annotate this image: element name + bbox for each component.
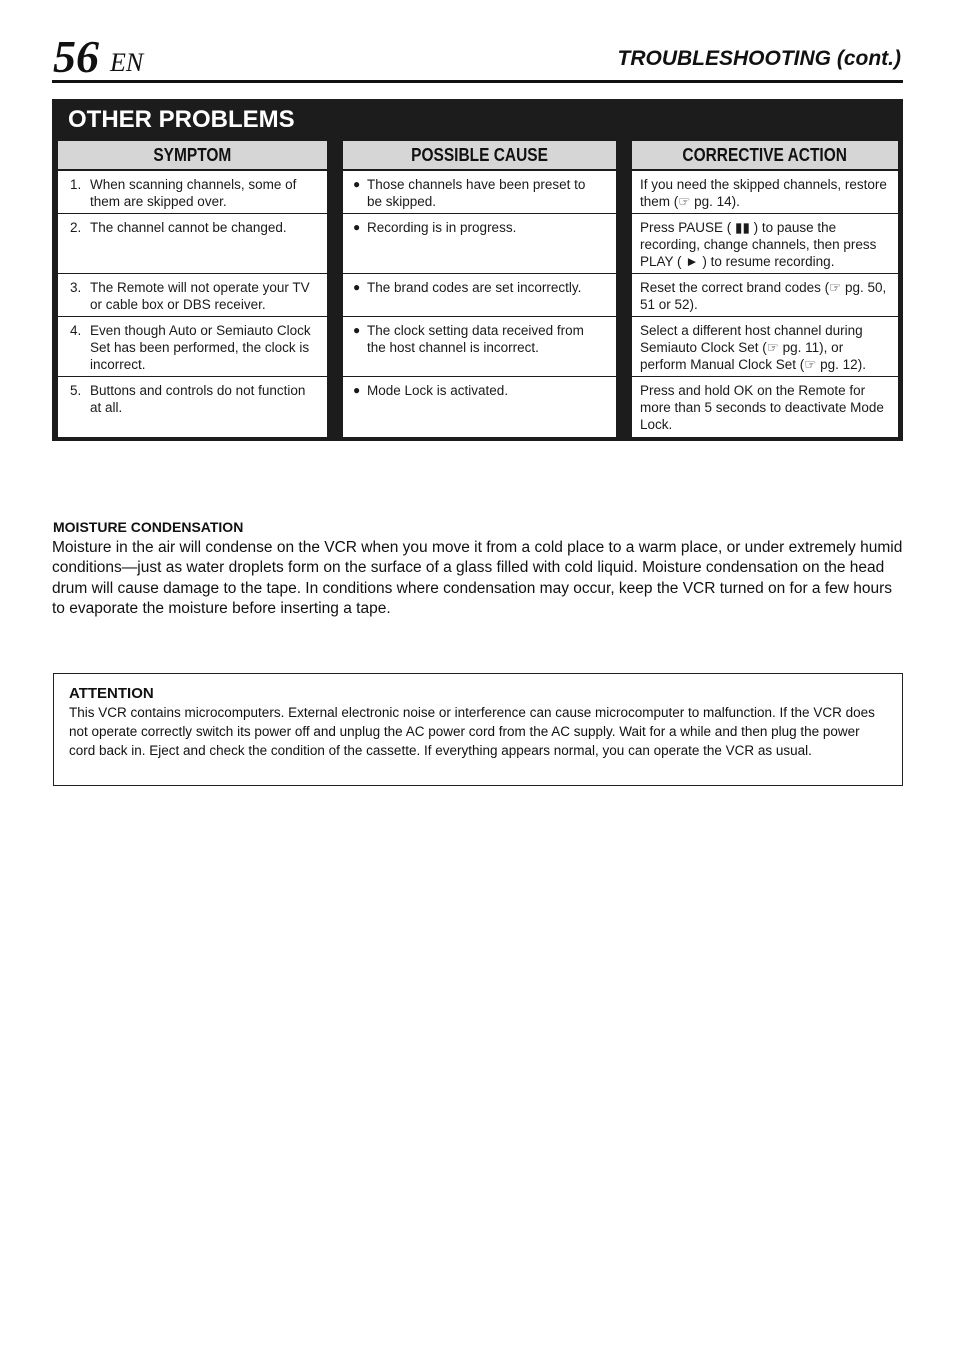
symptom-text: The channel cannot be changed. [90, 220, 287, 235]
bullet-icon: ● [353, 220, 361, 234]
row-number: 2. [70, 220, 82, 235]
table-row [632, 273, 898, 316]
page-number: 56 [53, 31, 99, 82]
symptom-text: Buttons and controls do not function at all. [90, 383, 306, 415]
column-header-symptom: SYMPTOM [58, 141, 327, 169]
row-number: 5. [70, 383, 82, 398]
symptom-text: The Remote will not operate your TV or cable box or DBS receiver. [90, 280, 310, 312]
symptom-text: When scanning channels, some of them are skipped over. [90, 177, 297, 209]
page-language: EN [110, 48, 144, 77]
cause-text: Those channels have been preset to be skipped. [367, 177, 586, 209]
action-text: Press PAUSE ( ▮▮ ) to pause the recording, change channels, then press PLAY ( ► ) to resume recording. [640, 220, 877, 269]
table-row [58, 376, 327, 437]
column-header-cause: POSSIBLE CAUSE [343, 141, 616, 169]
cause-text: The brand codes are set incorrectly. [367, 280, 582, 295]
bullet-icon: ● [353, 280, 361, 294]
symptom-column [58, 171, 327, 437]
table-row [58, 273, 327, 316]
table-row [632, 213, 898, 273]
attention-body: This VCR contains microcomputers. External electronic noise or interference can cause microcomputer to malfunction. If the VCR does not operate correctly switch its power off and unplug the AC power cord from the AC supply. Wait for a while and then plug the power cord back in. Eject and check the condition of the cassette. If everything appears normal, you can operate the VCR as usual. [69, 705, 875, 758]
table-row [632, 376, 898, 437]
cause-text: The clock setting data received from the host channel is incorrect. [367, 323, 584, 355]
table-row [343, 171, 616, 213]
moisture-heading: MOISTURE CONDENSATION [53, 519, 244, 535]
table-row [632, 316, 898, 376]
table-row [343, 213, 616, 273]
table-row [58, 316, 327, 376]
cause-column [343, 171, 616, 437]
cause-text: Mode Lock is activated. [367, 383, 509, 398]
panel-title: OTHER PROBLEMS [68, 106, 295, 133]
row-number: 3. [70, 280, 82, 295]
page-header [52, 31, 903, 83]
section-title: TROUBLESHOOTING (cont.) [617, 47, 901, 70]
bullet-icon: ● [353, 323, 361, 337]
moisture-body: Moisture in the air will condense on the VCR when you move it from a cold place to a warm place, or under extremely humid conditions—just as water droplets form on the surface of a glass filled with cold liquid. Moisture condensation on the head drum will cause damage to the tape. In conditions where condensation may occur, keep the VCR turned on for a few hours to evaporate the moisture before inserting a tape. [52, 539, 903, 617]
table-row [343, 316, 616, 376]
cause-text: Recording is in progress. [367, 220, 517, 235]
symptom-text: Even though Auto or Semiauto Clock Set has been performed, the clock is incorrect. [90, 323, 311, 372]
action-text: If you need the skipped channels, restore them (☞ pg. 14). [640, 177, 887, 209]
table-row [58, 171, 327, 213]
table-row [343, 273, 616, 316]
action-text: Select a different host channel during Semiauto Clock Set (☞ pg. 11), or perform Manual Clock Set (☞ pg. 12). [640, 323, 866, 372]
bullet-icon: ● [353, 383, 361, 397]
table-row [58, 213, 327, 273]
table-row [343, 376, 616, 437]
action-text: Press and hold OK on the Remote for more than 5 seconds to deactivate Mode Lock. [640, 383, 884, 432]
column-header-action: CORRECTIVE ACTION [632, 141, 898, 169]
action-text: Reset the correct brand codes (☞ pg. 50, 51 or 52). [640, 280, 887, 312]
table-row [632, 171, 898, 213]
row-number: 1. [70, 177, 82, 192]
bullet-icon: ● [353, 177, 361, 191]
action-column [632, 171, 898, 437]
attention-heading: ATTENTION [69, 685, 154, 702]
other-problems-panel [52, 99, 903, 441]
attention-box [53, 673, 903, 786]
row-number: 4. [70, 323, 82, 338]
